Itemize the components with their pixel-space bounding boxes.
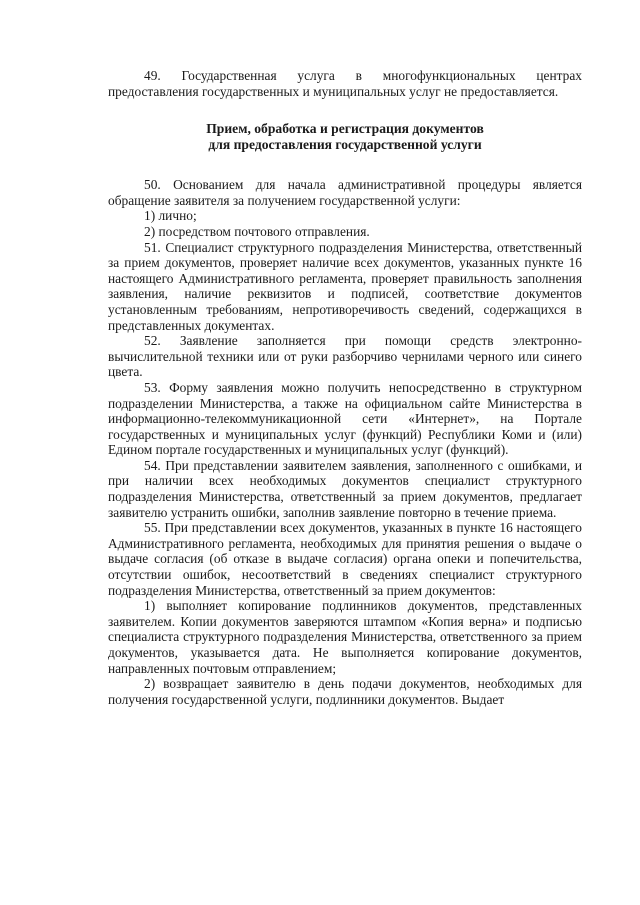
paragraph-50: 50. Основанием для начала административной процедуры является обращение заявителя за получением государственной услуги: [108,177,582,208]
paragraph-50-item-1: 1) лично; [144,208,197,224]
paragraph-51: 51. Специалист структурного подразделения Министерства, ответственный за прием документов, проверяет наличие всех документов, указанных пункте 16 настоящего Административного регламента, проверяет правильность заполнения заявления, наличие реквизитов и подписей, соответствие документов установленным требованиям, непротиворечивость сведений, содержащихся в представленных документах. [108,239,582,333]
paragraph-55-item-2: 2) возвращает заявителю в день подачи документов, необходимых для получения государственной услуги, подлинники документов. Выдает [108,676,582,707]
paragraph-55-item-1: 1) выполняет копирование подлинников документов, представленных заявителем. Копии документов заверяются штампом «Копия верна» и подписью специалиста структурного подразделения Министерства, ответственного за прием документов, указывается дата. Не выполняется копирование документов, направленных почтовым отправлением; [108,598,582,676]
paragraph-54: 54. При представлении заявителем заявления, заполненного с ошибками, и при наличии всех необходимых документов специалист структурного подразделения Министерства, ответственный за прием документов, предлагает заявителю устранить ошибки, заполнив заявление повторно в течение приема. [108,457,582,520]
section-heading-line-1: Прием, обработка и регистрация документов [206,121,484,137]
section-heading-line-2: для предоставления государственной услуги [208,137,482,153]
paragraph-49: 49. Государственная услуга в многофункциональных центрах предоставления государственных и муниципальных услуг не предоставляется. [108,68,582,99]
paragraph-55: 55. При представлении всех документов, указанных в пункте 16 настоящего Административного регламента, необходимых для принятия решения о выдаче о выдаче согласия (об отказе в выдаче согласия) органа опеки и попечительства, отсутствии ошибок, несоответствий в сведениях специалист структурного подразделения Министерства, ответственный за прием документов: [108,520,582,598]
paragraph-50-item-2: 2) посредством почтового отправления. [144,223,370,239]
section-heading [108,121,582,153]
paragraph-53: 53. Форму заявления можно получить непосредственно в структурном подразделении Министерства, а также на официальном сайте Министерства в информационно-телекоммуникационной сети «Интернет», на Портале государственных и муниципальных услуг (функций) Республики Коми и (или) Едином портале государственных и муниципальных услуг (функций). [108,379,582,458]
paragraph-52: 52. Заявление заполняется при помощи средств электронно-вычислительной техники или от руки разборчиво чернилами черного или синего цвета. [108,333,582,380]
